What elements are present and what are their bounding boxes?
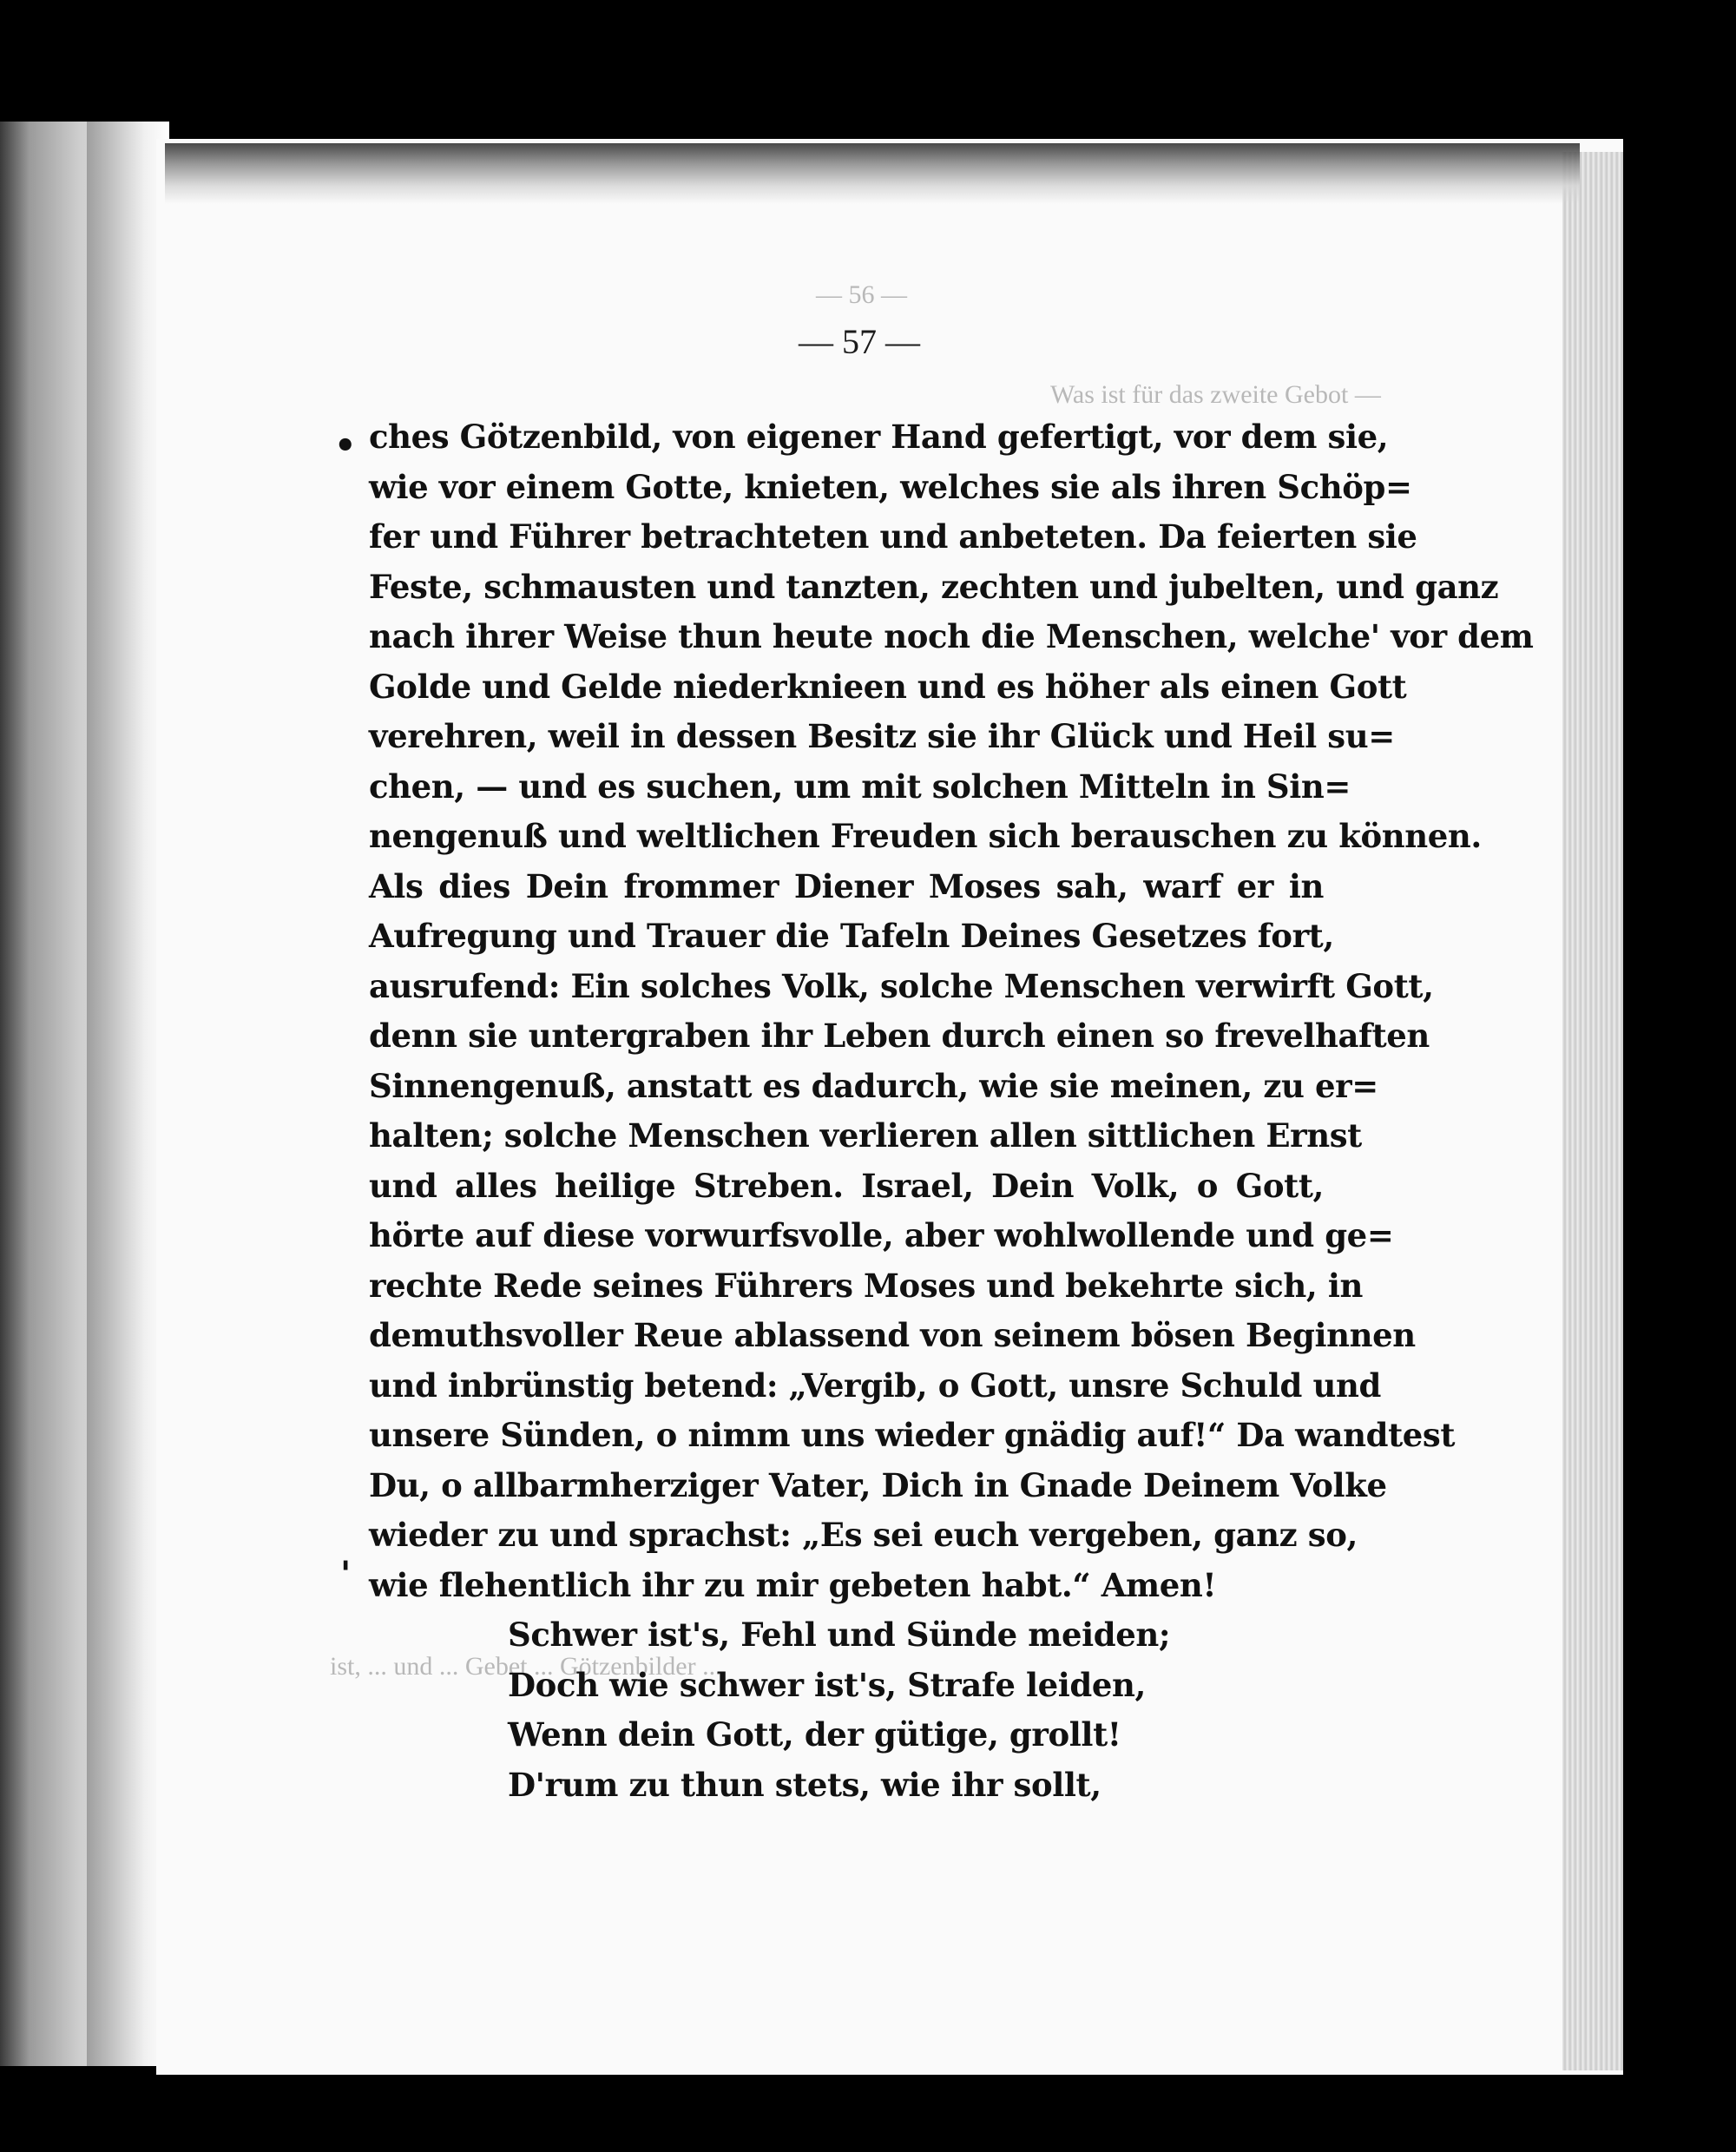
text-line: ausrufend: Ein solches Volk, solche Menschen verwirft Gott, <box>369 966 1434 1005</box>
text-line: hörte auf diese vorwurfsvolle, aber wohlwollende und ge= <box>369 1216 1394 1254</box>
text-line: unsere Sünden, o nimm uns wieder gnädig auf!“ Da wandtest <box>369 1416 1456 1454</box>
page-text <box>369 412 1534 1810</box>
text-line: demuthsvoller Reue ablassend von seinem bösen Beginnen <box>369 1316 1416 1354</box>
text-line: nach ihrer Weise thun heute noch die Menschen, welche' vor dem <box>369 617 1534 655</box>
text-line: halten; solche Menschen verlieren allen sittlichen Ernst <box>369 1116 1362 1155</box>
verse-line: D'rum zu thun stets, wie ihr sollt, <box>508 1765 1101 1804</box>
page-number: — 57 — <box>799 322 920 361</box>
text-line: und inbrünstig betend: „Vergib, o Gott, unsre Schuld und <box>369 1366 1381 1405</box>
text-line: fer und Führer betrachteten und anbeteten. Da feierten sie <box>369 517 1417 556</box>
text-line: Golde und Gelde niederknieen und es höher als einen Gott <box>369 667 1407 706</box>
verse-line: Doch wie schwer ist's, Strafe leiden, <box>508 1665 1146 1704</box>
margin-mark: ' <box>340 1554 352 1595</box>
page-edges <box>1562 152 1623 2070</box>
text-line: und alles heilige Streben. Israel, Dein Volk, o Gott, <box>369 1166 1324 1205</box>
text-line: Aufregung und Trauer die Tafeln Deines Gesetzes fort, <box>369 917 1334 955</box>
show-through-text: ist, ... und ... Gebet ... Götzenbilder ... <box>330 1652 722 1681</box>
show-through-text: — 56 — <box>816 280 907 309</box>
text-line: chen, — und es suchen, um mit solchen Mitteln in Sin= <box>369 767 1351 806</box>
text-line: denn sie untergraben ihr Leben durch einen so frevelhaften <box>369 1017 1430 1055</box>
margin-mark: • <box>334 425 357 466</box>
text-line: wieder zu und sprachst: „Es sei euch vergeben, ganz so, <box>369 1516 1358 1554</box>
text-line: ches Götzenbild, von eigener Hand gefertigt, vor dem sie, <box>369 418 1389 456</box>
text-line: wie vor einem Gotte, knieten, welches sie als ihren Schöp= <box>369 467 1412 506</box>
text-line: Feste, schmausten und tanzten, zechten und jubelten, und ganz <box>369 567 1499 606</box>
verse-line: Schwer ist's, Fehl und Sünde meiden; <box>508 1616 1171 1654</box>
text-line: wie flehentlich ihr zu mir gebeten habt.“ Amen! <box>369 1565 1217 1604</box>
scan-shadow <box>165 143 1580 204</box>
text-line: nengenuß und weltlichen Freuden sich berauschen zu können. <box>369 817 1482 855</box>
verse-line: Wenn dein Gott, der gütige, grollt! <box>508 1715 1121 1754</box>
text-line: Als dies Dein frommer Diener Moses sah, warf er in <box>369 866 1324 905</box>
text-line: Sinnengenuß, anstatt es dadurch, wie sie meinen, zu er= <box>369 1066 1378 1105</box>
text-line: Du, o allbarmherziger Vater, Dich in Gnade Deinem Volke <box>369 1465 1387 1504</box>
text-line: verehren, weil in dessen Besitz sie ihr Glück und Heil su= <box>369 717 1395 755</box>
show-through-text: Was ist für das zweite Gebot — <box>1050 380 1381 409</box>
text-line: rechte Rede seines Führers Moses und bekehrte sich, in <box>369 1266 1364 1305</box>
